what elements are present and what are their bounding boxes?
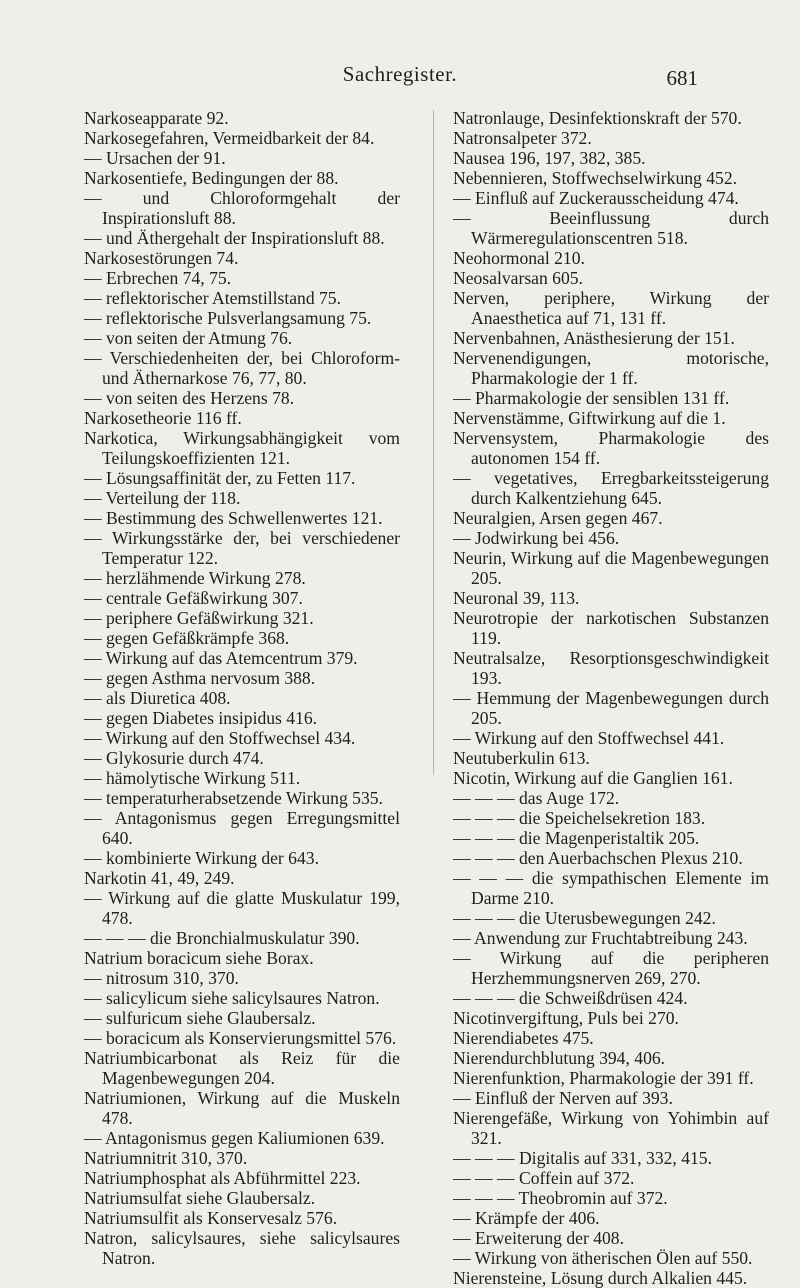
index-entry: Neuralgien, Arsen gegen 467. <box>453 508 663 528</box>
index-entry: — nitrosum 310, 370. <box>84 968 239 988</box>
index-entry: — Verschiedenheiten der, bei Chloroform- und Äthernarkose 76, 77, 80. <box>84 348 400 388</box>
index-entry: — Wirkung auf den Stoffwechsel 441. <box>453 728 725 748</box>
index-entry: — — — die Bronchialmuskulatur 390. <box>84 928 360 948</box>
index-entry: Neosalvarsan 605. <box>453 268 583 288</box>
index-entry: — — — Coffein auf 372. <box>453 1168 635 1188</box>
index-entry: — — — den Auerbachschen Plexus 210. <box>453 848 743 868</box>
index-entry: Narkotin 41, 49, 249. <box>84 868 235 888</box>
index-entry: — Jodwirkung bei 456. <box>453 528 620 548</box>
index-entry: — von seiten des Herzens 78. <box>84 388 295 408</box>
index-entry: Nerven, periphere, Wirkung der Anaesthetica auf 71, 131 ff. <box>453 288 769 328</box>
index-entry: Nebennieren, Stoffwechselwirkung 452. <box>453 168 738 188</box>
index-entry: — Glykosurie durch 474. <box>84 748 264 768</box>
index-entry: Neohormonal 210. <box>453 248 585 268</box>
index-entry: — Verteilung der 118. <box>84 488 241 508</box>
index-entry: — Pharmakologie der sensiblen 131 ff. <box>453 388 730 408</box>
index-entry: — kombinierte Wirkung der 643. <box>84 848 319 868</box>
index-entry: Nierensteine, Lösung durch Alkalien 445. <box>453 1268 748 1288</box>
index-entry: — Einfluß der Nerven auf 393. <box>453 1088 673 1108</box>
index-entry: — Erbrechen 74, 75. <box>84 268 232 288</box>
index-entry: — Wirkung auf das Atemcentrum 379. <box>84 648 358 668</box>
index-entry: Nervenendigungen, motorische, Pharmakologie der 1 ff. <box>453 348 769 388</box>
index-entry: Nervenstämme, Giftwirkung auf die 1. <box>453 408 726 428</box>
index-entry: — Wirkungsstärke der, bei verschiedener Temperatur 122. <box>84 528 400 568</box>
index-entry: — Antagonismus gegen Erregungsmittel 640. <box>84 808 400 848</box>
index-entry: — gegen Diabetes insipidus 416. <box>84 708 318 728</box>
index-entry: — — — die Speichelsekretion 183. <box>453 808 706 828</box>
index-entry: — Anwendung zur Fruchtabtreibung 243. <box>453 928 748 948</box>
index-entry: — — — Digitalis auf 331, 332, 415. <box>453 1148 713 1168</box>
index-entry: — Hemmung der Magenbewegungen durch 205. <box>453 688 769 728</box>
index-entry: Nierendurchblutung 394, 406. <box>453 1048 666 1068</box>
index-entry: Neutralsalze, Resorptionsgeschwindigkeit 193. <box>453 648 769 688</box>
index-entry: Nausea 196, 197, 382, 385. <box>453 148 646 168</box>
index-entry: — Erweiterung der 408. <box>453 1228 624 1248</box>
index-entry: — — — Theobromin auf 372. <box>453 1188 668 1208</box>
index-entry: Nierengefäße, Wirkung von Yohimbin auf 321. <box>453 1108 769 1148</box>
index-entry: — — — die Magenperistaltik 205. <box>453 828 700 848</box>
index-entry: — hämolytische Wirkung 511. <box>84 768 301 788</box>
running-title: Sachregister. <box>342 62 458 86</box>
index-entry: Nicotinvergiftung, Puls bei 270. <box>453 1008 679 1028</box>
index-entry: Nervensystem, Pharmakologie des autonomen 154 ff. <box>453 428 769 468</box>
index-entry: — centrale Gefäßwirkung 307. <box>84 588 303 608</box>
index-entry: — gegen Asthma nervosum 388. <box>84 668 316 688</box>
index-entry: — als Diuretica 408. <box>84 688 231 708</box>
index-entry: — periphere Gefäßwirkung 321. <box>84 608 314 628</box>
index-entry: Neuronal 39, 113. <box>453 588 580 608</box>
column-divider <box>433 110 434 775</box>
index-entry: — Wirkung auf die glatte Muskulatur 199, 478. <box>84 888 400 928</box>
index-entry: — — — die sympathischen Elemente im Darme 210. <box>453 868 769 908</box>
index-entry: — Lösungsaffinität der, zu Fetten 117. <box>84 468 356 488</box>
index-entry: — gegen Gefäßkrämpfe 368. <box>84 628 290 648</box>
index-entry: Neurotropie der narkotischen Substanzen 119. <box>453 608 769 648</box>
index-entry: — Ursachen der 91. <box>84 148 226 168</box>
index-entry: Neutuberkulin 613. <box>453 748 590 768</box>
index-entry: Nervenbahnen, Anästhesierung der 151. <box>453 328 735 348</box>
index-entry: — Einfluß auf Zuckerausscheidung 474. <box>453 188 739 208</box>
index-entry: Natriumbicarbonat als Reiz für die Magenbewegungen 204. <box>84 1048 400 1088</box>
index-column-left <box>84 108 400 1268</box>
index-entry: Nierendiabetes 475. <box>453 1028 594 1048</box>
index-entry: Natron, salicylsaures, siehe salicylsaures Natron. <box>84 1228 400 1268</box>
index-entry: — Wirkung von ätherischen Ölen auf 550. <box>453 1248 753 1268</box>
index-entry: Narkoseapparate 92. <box>84 108 229 128</box>
index-entry: — temperaturherabsetzende Wirkung 535. <box>84 788 383 808</box>
index-entry: Nicotin, Wirkung auf die Ganglien 161. <box>453 768 733 788</box>
index-entry: — Bestimmung des Schwellenwertes 121. <box>84 508 383 528</box>
index-entry: — und Chloroformgehalt der Inspirationsluft 88. <box>84 188 400 228</box>
index-entry: — Wirkung auf die peripheren Herzhemmungsnerven 269, 270. <box>453 948 769 988</box>
index-entry: — und Äthergehalt der Inspirationsluft 88. <box>84 228 385 248</box>
index-entry: Natrium boracicum siehe Borax. <box>84 948 314 968</box>
index-entry: — von seiten der Atmung 76. <box>84 328 293 348</box>
index-entry: Nierenfunktion, Pharmakologie der 391 ff. <box>453 1068 754 1088</box>
index-entry: — Krämpfe der 406. <box>453 1208 600 1228</box>
index-entry: Narkosetheorie 116 ff. <box>84 408 242 428</box>
index-entry: — sulfuricum siehe Glaubersalz. <box>84 1008 316 1028</box>
index-entry: Natriumsulfit als Konservesalz 576. <box>84 1208 338 1228</box>
index-entry: Narkosestörungen 74. <box>84 248 239 268</box>
index-entry: Natriumnitrit 310, 370. <box>84 1148 248 1168</box>
index-entry: — — — das Auge 172. <box>453 788 620 808</box>
index-entry: Natronlauge, Desinfektionskraft der 570. <box>453 108 742 128</box>
index-entry: Narkosegefahren, Vermeidbarkeit der 84. <box>84 128 375 148</box>
index-entry: — Antagonismus gegen Kaliumionen 639. <box>84 1128 385 1148</box>
index-entry: — reflektorischer Atemstillstand 75. <box>84 288 342 308</box>
index-entry: Natronsalpeter 372. <box>453 128 592 148</box>
index-entry: — reflektorische Pulsverlangsamung 75. <box>84 308 372 328</box>
index-entry: Narkotica, Wirkungsabhängigkeit vom Teilungskoeffizienten 121. <box>84 428 400 468</box>
index-entry: Natriumionen, Wirkung auf die Muskeln 478. <box>84 1088 400 1128</box>
index-entry: — herzlähmende Wirkung 278. <box>84 568 306 588</box>
index-entry: Neurin, Wirkung auf die Magenbewegungen 205. <box>453 548 769 588</box>
index-column-right <box>453 108 769 1288</box>
index-entry: Narkosentiefe, Bedingungen der 88. <box>84 168 339 188</box>
index-entry: — — — die Schweißdrüsen 424. <box>453 988 688 1008</box>
index-entry: — boracicum als Konservierungsmittel 576. <box>84 1028 397 1048</box>
index-entry: — — — die Uterusbewegungen 242. <box>453 908 716 928</box>
index-entry: Natriumphosphat als Abführmittel 223. <box>84 1168 361 1188</box>
page-header <box>0 62 800 92</box>
index-entry: — Wirkung auf den Stoffwechsel 434. <box>84 728 356 748</box>
index-entry: — vegetatives, Erregbarkeitssteigerung durch Kalkentziehung 645. <box>453 468 769 508</box>
page-number: 681 <box>666 66 698 90</box>
index-entry: — salicylicum siehe salicylsaures Natron. <box>84 988 380 1008</box>
index-entry: — Beeinflussung durch Wärmeregulationscentren 518. <box>453 208 769 248</box>
index-entry: Natriumsulfat siehe Glaubersalz. <box>84 1188 316 1208</box>
